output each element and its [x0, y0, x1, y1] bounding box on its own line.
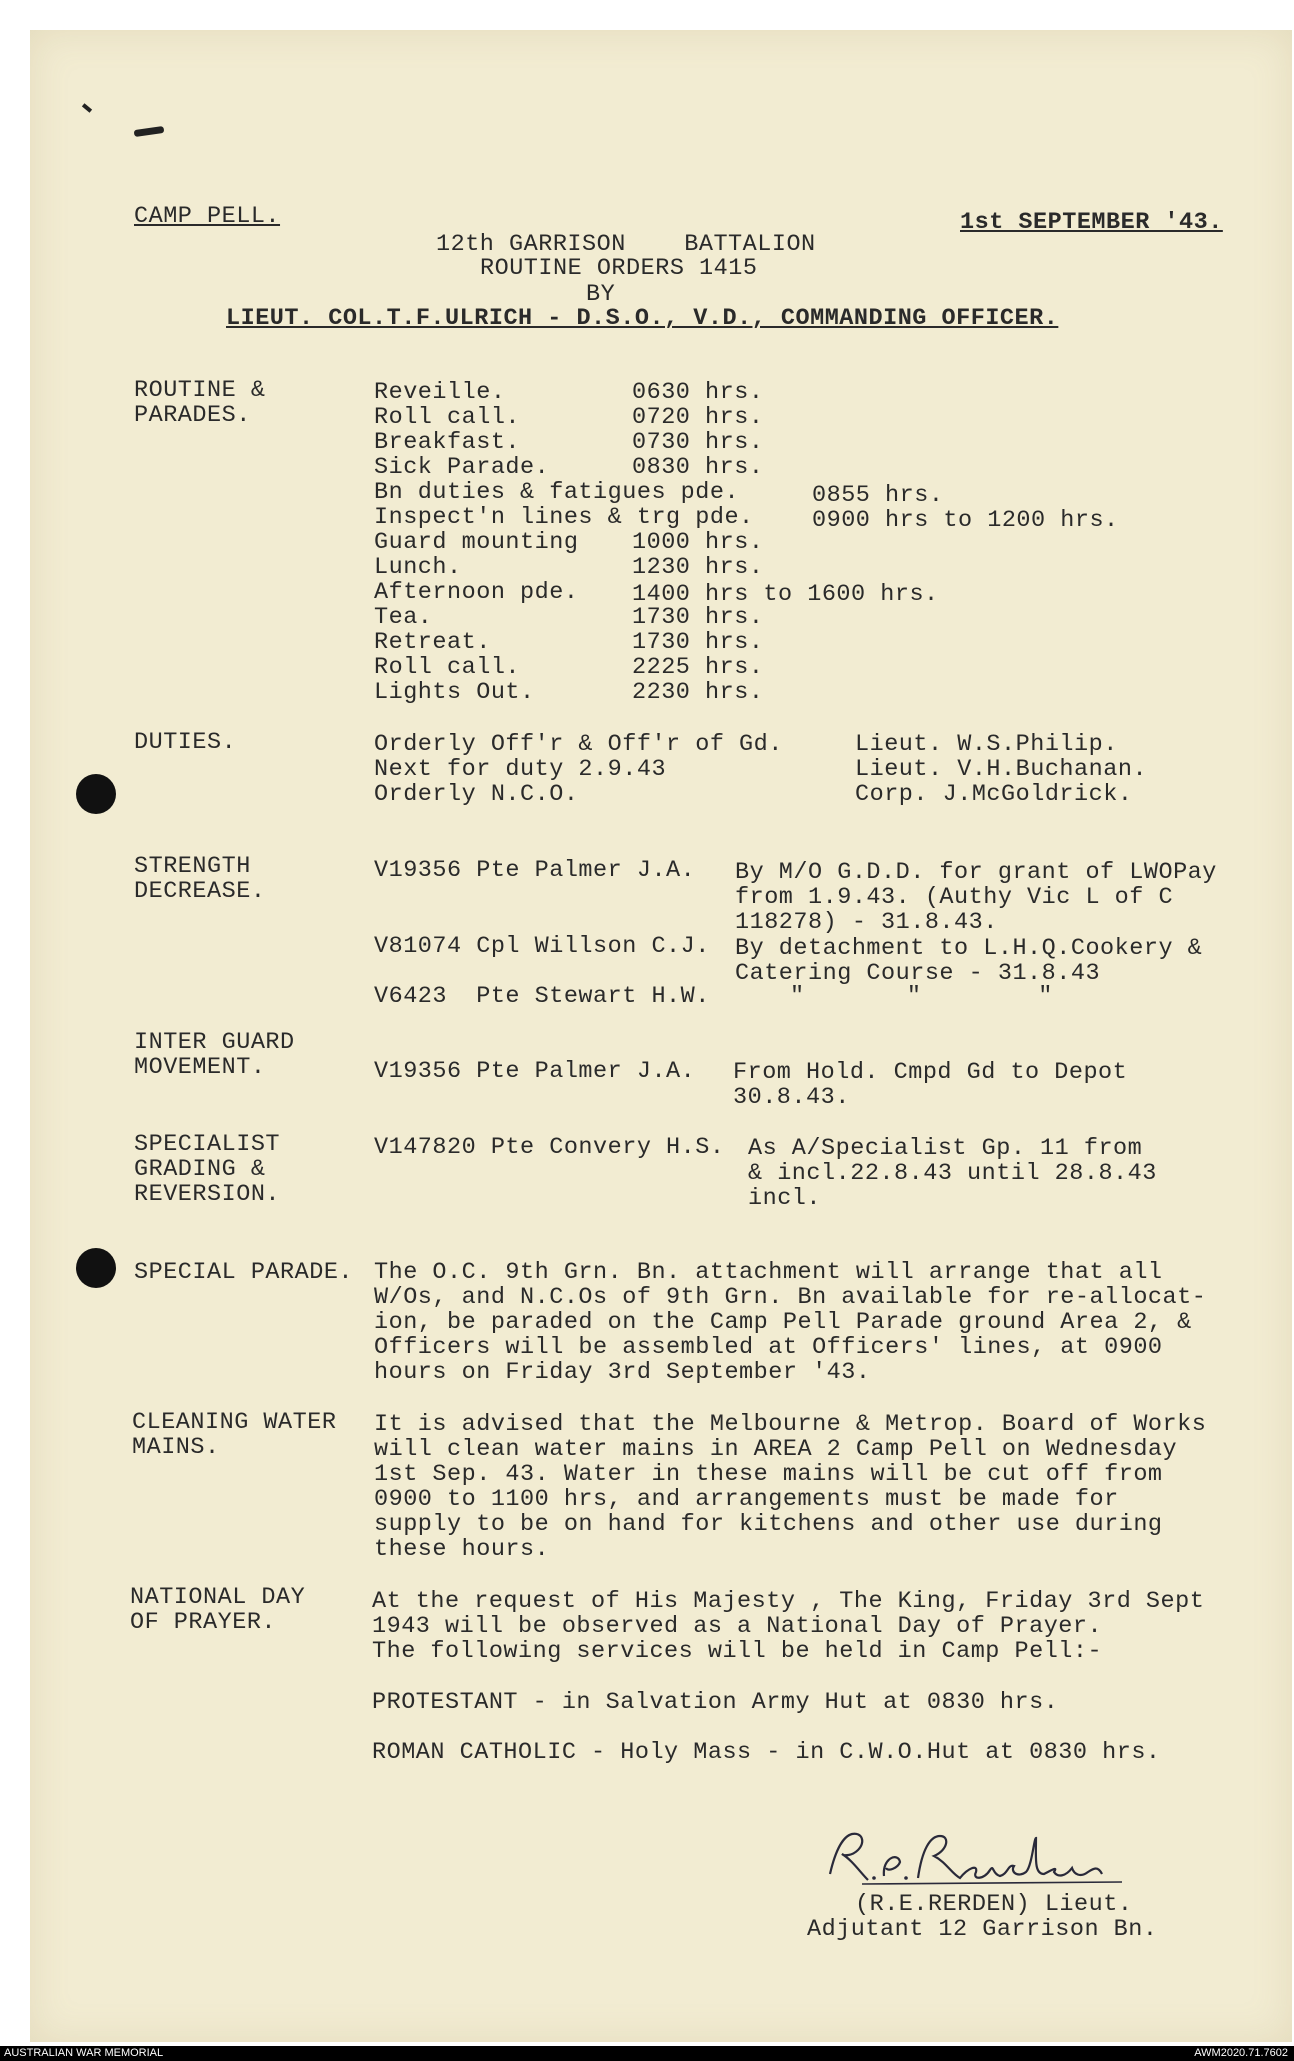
- paragraph-line: 1943 will be observed as a National Day of Prayer.: [372, 1613, 1103, 1640]
- entry-detail: 30.8.43.: [733, 1084, 850, 1111]
- section-heading: NATIONAL DAY: [130, 1584, 306, 1611]
- duty-item: Next for duty 2.9.43: [374, 756, 667, 783]
- routine-item: Guard mounting: [374, 529, 579, 556]
- soldier-entry: V19356 Pte Palmer J.A.: [374, 1058, 696, 1085]
- paragraph-line: will clean water mains in AREA 2 Camp Pell on Wednesday: [374, 1436, 1178, 1463]
- routine-item: Lunch.: [374, 554, 462, 581]
- section-heading: MOVEMENT.: [134, 1054, 266, 1081]
- commanding-officer: LIEUT. COL.T.F.ULRICH - D.S.O., V.D., COMMANDING OFFICER.: [226, 305, 1059, 332]
- place-label: CAMP PELL.: [134, 203, 281, 230]
- section-heading: CLEANING WATER: [132, 1409, 337, 1436]
- entry-detail: By M/O G.D.D. for grant of LWOPay: [735, 859, 1217, 886]
- entry-detail: 118278) - 31.8.43.: [735, 909, 998, 936]
- archive-name: AUSTRALIAN WAR MEMORIAL: [4, 2047, 164, 2059]
- archive-footer: [0, 2046, 1294, 2061]
- routine-item: Breakfast.: [374, 429, 521, 456]
- routine-time: 0730 hrs.: [632, 429, 764, 456]
- service-line: ROMAN CATHOLIC - Holy Mass - in C.W.O.Hut at 0830 hrs.: [372, 1739, 1161, 1766]
- routine-time: 0720 hrs.: [632, 404, 764, 431]
- section-heading: REVERSION.: [134, 1181, 281, 1208]
- entry-detail: from 1.9.43. (Authy Vic L of C: [735, 884, 1174, 911]
- paragraph-line: supply to be on hand for kitchens and other use during: [374, 1511, 1163, 1538]
- section-heading: ROUTINE &: [134, 377, 266, 404]
- paragraph-line: At the request of His Majesty , The King, Friday 3rd Sept: [372, 1588, 1205, 1615]
- routine-time: 0630 hrs.: [632, 379, 764, 406]
- routine-time: 1000 hrs.: [632, 529, 764, 556]
- routine-time: 0855 hrs.: [812, 482, 944, 509]
- section-heading: MAINS.: [132, 1434, 220, 1461]
- duty-name: Lieut. W.S.Philip.: [855, 731, 1118, 758]
- routine-item: Tea.: [374, 604, 433, 631]
- orders-title: ROUTINE ORDERS 1415: [480, 255, 758, 282]
- duty-item: Orderly Off'r & Off'r of Gd.: [374, 731, 783, 758]
- soldier-entry: V147820 Pte Convery H.S.: [374, 1134, 725, 1161]
- paragraph-line: these hours.: [374, 1536, 550, 1563]
- entry-detail: As A/Specialist Gp. 11 from: [748, 1135, 1143, 1162]
- ditto-marks: " " ": [790, 983, 1053, 1010]
- routine-time: 1400 hrs to 1600 hrs.: [632, 581, 939, 608]
- entry-detail: From Hold. Cmpd Gd to Depot: [733, 1059, 1128, 1086]
- routine-item: Inspect'n lines & trg pde.: [374, 504, 754, 531]
- duty-name: Lieut. V.H.Buchanan.: [855, 756, 1148, 783]
- section-heading: SPECIALIST: [134, 1131, 281, 1158]
- battalion-title: 12th GARRISON BATTALION: [436, 231, 816, 258]
- section-heading: GRADING &: [134, 1156, 266, 1183]
- routine-item: Reveille.: [374, 379, 506, 406]
- routine-item: Sick Parade.: [374, 454, 550, 481]
- archive-reference: AWM2020.71.7602: [1194, 2047, 1288, 2059]
- routine-time: 1230 hrs.: [632, 554, 764, 581]
- service-line: PROTESTANT - in Salvation Army Hut at 0830 hrs.: [372, 1689, 1059, 1716]
- signature-title: Adjutant 12 Garrison Bn.: [807, 1916, 1158, 1943]
- section-heading: OF PRAYER.: [130, 1609, 277, 1636]
- soldier-entry: V19356 Pte Palmer J.A.: [374, 857, 696, 884]
- section-heading: SPECIAL PARADE.: [134, 1259, 354, 1286]
- routine-item: Afternoon pde.: [374, 579, 579, 606]
- routine-item: Retreat.: [374, 629, 491, 656]
- section-heading: STRENGTH: [134, 853, 251, 880]
- date-label: 1st SEPTEMBER '43.: [960, 209, 1223, 236]
- routine-item: Roll call.: [374, 404, 521, 431]
- paragraph-line: W/Os, and N.C.Os of 9th Grn. Bn available for re-allocat-: [374, 1284, 1207, 1311]
- punch-hole: [76, 1248, 116, 1288]
- signature-name: (R.E.RERDEN) Lieut.: [855, 1891, 1133, 1918]
- routine-item: Lights Out.: [374, 679, 535, 706]
- section-heading: INTER GUARD: [134, 1029, 295, 1056]
- routine-item: Roll call.: [374, 654, 521, 681]
- routine-time: 2230 hrs.: [632, 679, 764, 706]
- routine-time: 2225 hrs.: [632, 654, 764, 681]
- punch-hole: [76, 774, 116, 814]
- paragraph-line: Officers will be assembled at Officers' lines, at 0900: [374, 1334, 1163, 1361]
- routine-time: 1730 hrs.: [632, 604, 764, 631]
- section-heading: DECREASE.: [134, 878, 266, 905]
- paragraph-line: hours on Friday 3rd September '43.: [374, 1359, 871, 1386]
- paragraph-line: It is advised that the Melbourne & Metrop. Board of Works: [374, 1411, 1207, 1438]
- paragraph-line: 0900 to 1100 hrs, and arrangements must be made for: [374, 1486, 1119, 1513]
- routine-time: 0900 hrs to 1200 hrs.: [812, 507, 1119, 534]
- entry-detail: By detachment to L.H.Q.Cookery &: [735, 935, 1203, 962]
- routine-time: 1730 hrs.: [632, 629, 764, 656]
- paragraph-line: ion, be paraded on the Camp Pell Parade ground Area 2, &: [374, 1309, 1192, 1336]
- section-heading: DUTIES.: [134, 729, 237, 756]
- entry-detail: & incl.22.8.43 until 28.8.43: [748, 1160, 1157, 1187]
- entry-detail: Catering Course - 31.8.43: [735, 960, 1101, 987]
- entry-detail: incl.: [748, 1185, 822, 1212]
- signature: [822, 1828, 1132, 1888]
- section-heading: PARADES.: [134, 402, 251, 429]
- duty-name: Corp. J.McGoldrick.: [855, 781, 1133, 808]
- routine-time: 0830 hrs.: [632, 454, 764, 481]
- soldier-entry: V6423 Pte Stewart H.W.: [374, 983, 710, 1010]
- soldier-entry: V81074 Cpl Willson C.J.: [374, 933, 710, 960]
- paragraph-line: The O.C. 9th Grn. Bn. attachment will arrange that all: [374, 1259, 1163, 1286]
- routine-item: Bn duties & fatigues pde.: [374, 479, 740, 506]
- duty-item: Orderly N.C.O.: [374, 781, 579, 808]
- paragraph-line: 1st Sep. 43. Water in these mains will be cut off from: [374, 1461, 1163, 1488]
- by-label: BY: [586, 281, 616, 308]
- paragraph-line: The following services will be held in Camp Pell:-: [372, 1638, 1103, 1665]
